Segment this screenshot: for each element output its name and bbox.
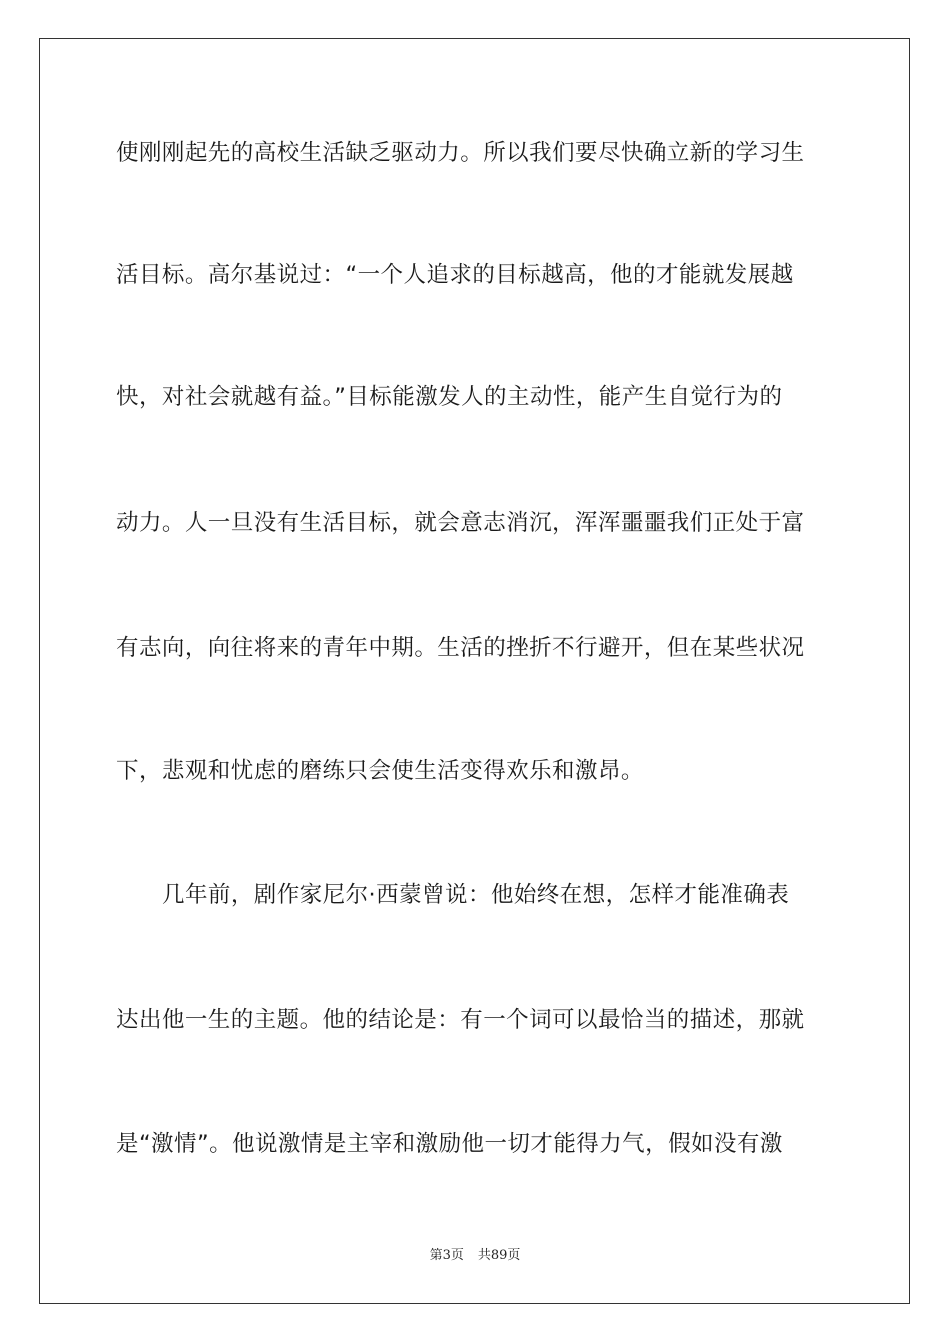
text-line-5: 有志向，向往将来的青年中期。生活的挫折不行避开，但在某些状况 [116,635,805,661]
text-line-9: 是“激情”。他说激情是主宰和激励他一切才能得力气，假如没有激 [116,1131,783,1157]
text-line-6: 下，悲观和忧虑的磨练只会使生活变得欢乐和激昂。 [116,758,644,784]
paragraph-start-line: 几年前，剧作家尼尔·西蒙曾说：他始终在想，怎样才能准确表 [162,882,790,908]
text-line-1: 使刚刚起先的高校生活缺乏驱动力。所以我们要尽快确立新的学习生 [116,140,805,166]
text-line-3: 快，对社会就越有益。”目标能激发人的主动性，能产生自觉行为的 [116,384,783,410]
page-frame [39,38,910,1304]
text-line-4: 动力。人一旦没有生活目标，就会意志消沉，浑浑噩噩我们正处于富 [116,510,805,536]
current-page-number: 第3页 [429,1248,464,1263]
text-line-8: 达出他一生的主题。他的结论是：有一个词可以最恰当的描述，那就 [116,1007,805,1033]
text-line-2: 活目标。高尔基说过：“一个人追求的目标越高，他的才能就发展越 [116,262,794,288]
total-pages: 共89页 [477,1248,521,1263]
page-footer [0,1247,950,1265]
